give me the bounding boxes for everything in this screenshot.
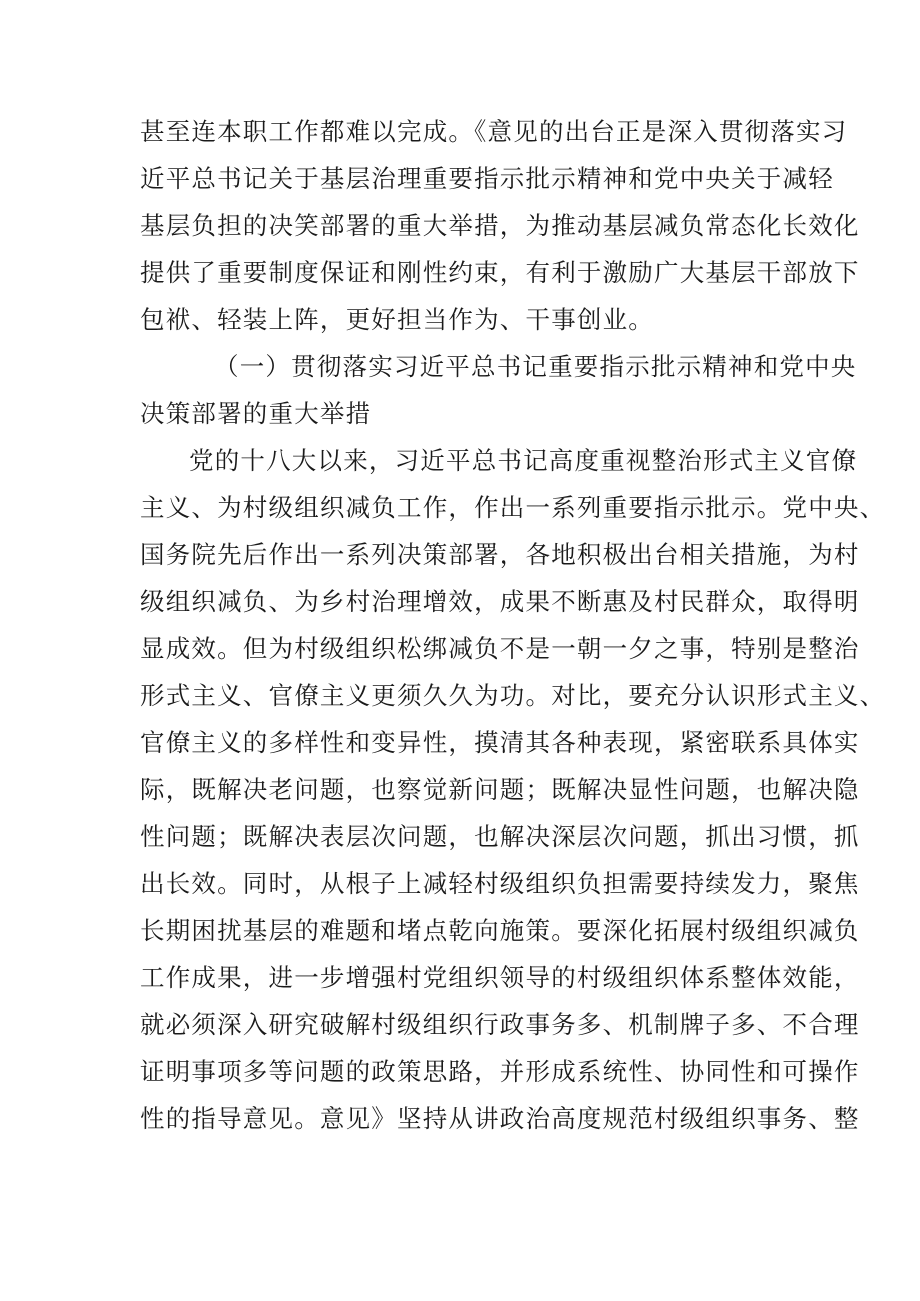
text-line: 近平总书记关于基层治理重要指示批示精神和党中央关于减轻: [140, 164, 834, 193]
text-line: 级组织减负、为乡村治理增效，成果不断惠及村民群众，取得明: [140, 587, 860, 616]
text-line: 官僚主义的多样性和变异性，摸清其各种表现，紧密联系具体实: [140, 728, 860, 757]
heading-line: （一）贯彻落实习近平总书记重要指示批示精神和党中央: [214, 352, 857, 381]
text-line: 性问题；既解决表层次问题，也解决深层次问题，抓出习惯，抓: [140, 822, 860, 851]
text-line: 包袱、轻装上阵，更好担当作为、干事创业。: [140, 305, 654, 334]
text-line: 际，既解决老问题，也察觉新问题；既解决显性问题，也解决隐: [140, 775, 860, 804]
text-line: 主义、为村级组织减负工作，作出一系列重要指示批示。党中央、: [140, 493, 886, 522]
text-line: 基层负担的决笑部署的重大举措，为推动基层减负常态化长效化: [140, 211, 860, 240]
heading-line: 决策部署的重大举措: [140, 399, 372, 428]
text-line: 工作成果，进一步增强村党组织领导的村级组织体系整体效能，: [140, 963, 860, 992]
document-body: [140, 108, 886, 1142]
paragraph-2: [140, 437, 886, 1142]
text-line: 显成效。但为村级组织松绑减负不是一朝一夕之事，特别是整治: [140, 634, 860, 663]
text-line: 党的十八大以来，习近平总书记高度重视整治形式主义官僚: [189, 446, 858, 475]
text-line: 提供了重要制度保证和刚性约束，有利于激励广大基层干部放下: [140, 258, 860, 287]
text-line: 形式主义、官僚主义更须久久为功。对比，要充分认识形式主义、: [140, 681, 886, 710]
text-line: 性的指导意见。意见》坚持从讲政治高度规范村级组织事务、整: [140, 1104, 860, 1133]
text-line: 出长效。同时，从根子上减轻村级组织负担需要持续发力，聚焦: [140, 869, 860, 898]
text-line: 长期困扰基层的难题和堵点乾向施策。要深化拓展村级组织减负: [140, 916, 860, 945]
text-line: 证明事项多等问题的政策思路，并形成系统性、协同性和可操作: [140, 1057, 860, 1086]
section-heading: [140, 343, 857, 437]
paragraph-1: [140, 108, 860, 343]
text-line: 甚至连本职工作都难以完成。《意见的出台正是深入贯彻落实习: [140, 117, 848, 146]
text-line: 国务院先后作出一系列决策部署，各地积极出台相关措施，为村: [140, 540, 860, 569]
text-line: 就必须深入研究破解村级组织行政事务多、机制牌子多、不合理: [140, 1010, 860, 1039]
